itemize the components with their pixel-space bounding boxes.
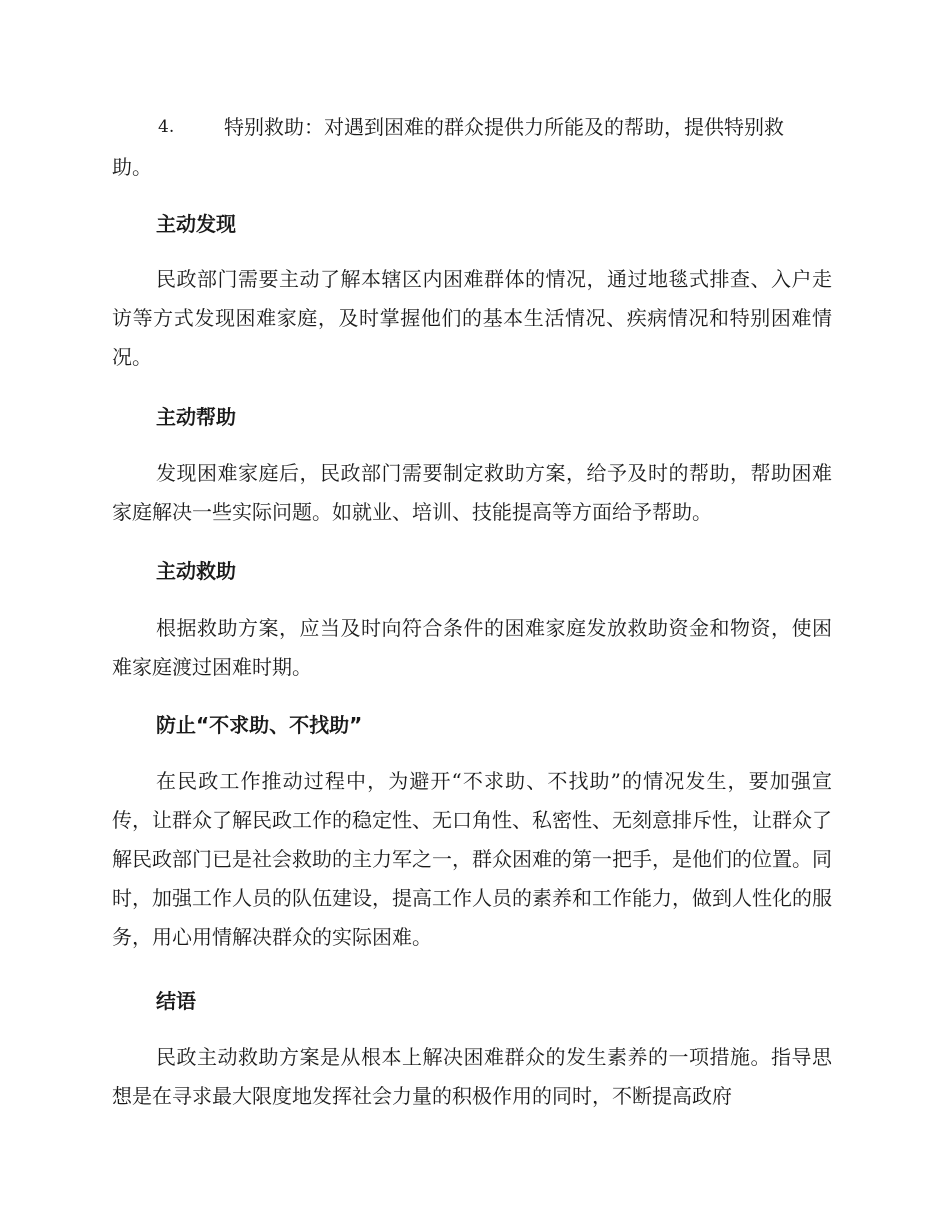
- section-paragraph: 根据救助方案，应当及时向符合条件的困难家庭发放救助资金和物资，使困难家庭渡过困难时期。: [112, 616, 832, 679]
- section-paragraph: 民政主动救助方案是从根本上解决困难群众的发生素养的一项措施。指导思想是在寻求最大限度地发挥社会力量的积极作用的同时，不断提高政府: [112, 1045, 832, 1108]
- section-heading: 主动救助: [156, 559, 236, 583]
- section-heading: 主动帮助: [156, 405, 236, 429]
- section-heading: 主动发现: [156, 212, 236, 236]
- section-paragraph: 发现困难家庭后，民政部门需要制定救助方案，给予及时的帮助，帮助困难家庭解决一些实际问题。如就业、培训、技能提高等方面给予帮助。: [112, 461, 832, 524]
- section-paragraph: 在民政工作推动过程中，为避开“不求助、不找助”的情况发生，要加强宣传，让群众了解民政工作的稳定性、无口角性、私密性、无刻意排斥性，让群众了解民政部门已是社会救助的主力军之一，群众困难的第一把手，是他们的位置。同时，加强工作人员的队伍建设，提高工作人员的素养和工作能力，做到人性化的服务，用心用情解决群众的实际困难。: [112, 769, 832, 949]
- section-paragraph: 民政部门需要主动了解本辖区内困难群体的情况，通过地毯式排查、入户走访等方式发现困难家庭，及时掌握他们的基本生活情况、疾病情况和特别困难情况。: [112, 267, 832, 369]
- section-heading: 结语: [156, 989, 196, 1013]
- list-item-number: 4.: [158, 117, 175, 137]
- section-heading: 防止“不求助、不找助”: [156, 713, 363, 737]
- list-item-text: 特别救助：对遇到困难的群众提供力所能及的帮助，提供特别救: [224, 115, 784, 139]
- list-item-continuation: 助。: [112, 155, 152, 179]
